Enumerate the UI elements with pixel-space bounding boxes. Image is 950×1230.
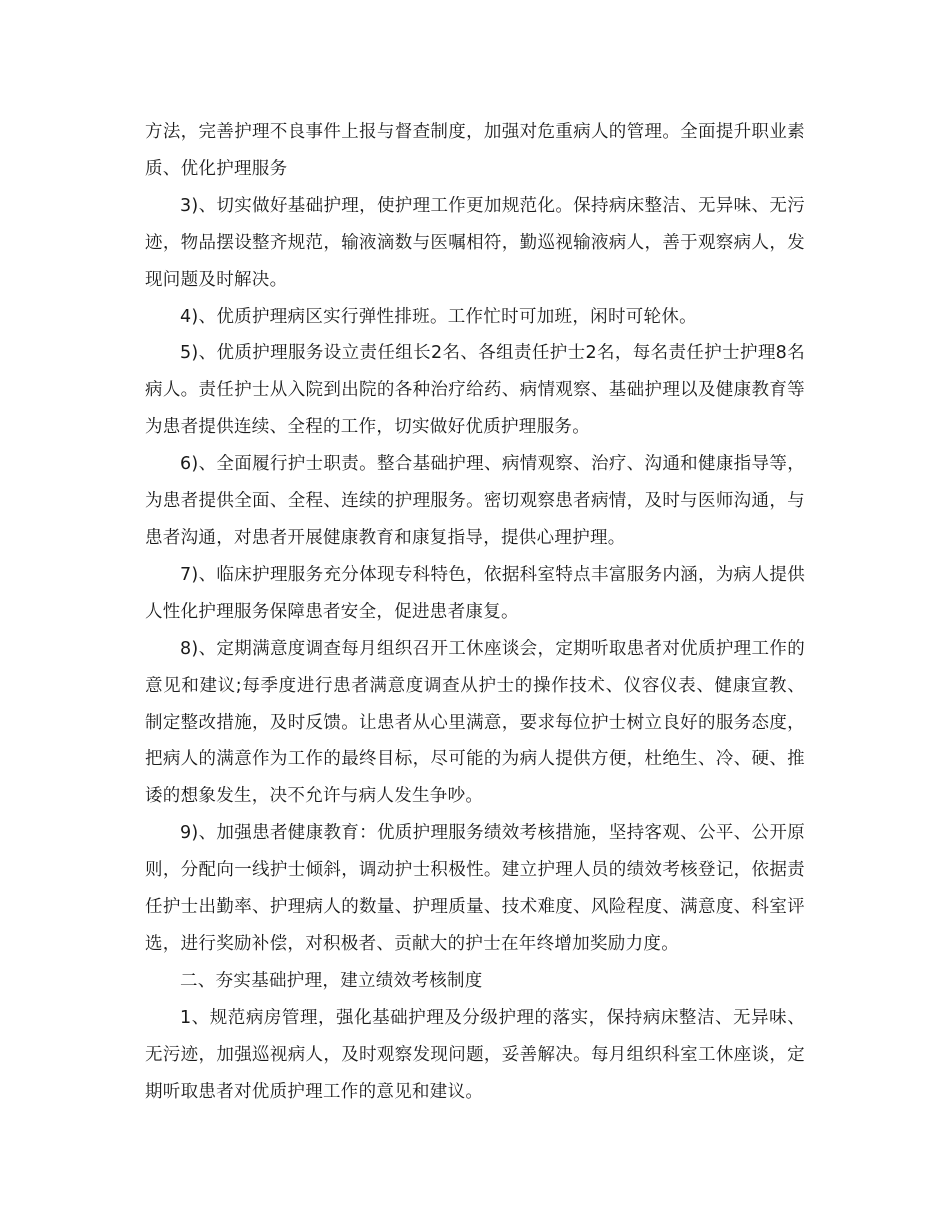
paragraph-item-6: 6)、全面履行护士职责。整合基础护理、病情观察、治疗、沟通和健康指导等，为患者提供全面、全程、连续的护理服务。密切观察患者病情，及时与医师沟通，与患者沟通，对患者开展健康教育和康复指导，提供心理护理。 bbox=[145, 454, 805, 548]
paragraph-item-8: 8)、定期满意度调查每月组织召开工休座谈会，定期听取患者对优质护理工作的意见和建议;每季度进行患者满意度调查从护士的操作技术、仪容仪表、健康宣教、制定整改措施，及时反馈。让患者从心里满意，要求每位护士树立良好的服务态度，把病人的满意作为工作的最终目标，尽可能的为病人提供方便，杜绝生、冷、硬、推诿的想象发生，决不允许与病人发生争吵。 bbox=[145, 638, 805, 807]
paragraph-section-item-1: 1、规范病房管理，强化基础护理及分级护理的落实，保持病床整洁、无异味、无污迹，加强巡视病人，及时观察发现问题，妥善解决。每月组织科室工休座谈，定期听取患者对优质护理工作的意见和建议。 bbox=[145, 1007, 805, 1102]
paragraph-continuation: 方法，完善护理不良事件上报与督查制度，加强对危重病人的管理。全面提升职业素质、优化护理服务 bbox=[145, 122, 805, 179]
paragraph-item-3: 3)、切实做好基础护理，使护理工作更加规范化。保持病床整洁、无异味、无污迹，物品摆设整齐规范，输液滴数与医嘱相符，勤巡视输液病人，善于观察病人，发现问题及时解决。 bbox=[145, 195, 805, 290]
paragraph-item-5: 5)、优质护理服务设立责任组长2名、各组责任护士2名，每名责任护士护理8名病人。责任护士从入院到出院的各种治疗给药、病情观察、基础护理以及健康教育等为患者提供连续、全程的工作，切实做好优质护理服务。 bbox=[145, 343, 805, 438]
paragraph-item-9: 9)、加强患者健康教育：优质护理服务绩效考核措施，坚持客观、公平、公开原则，分配向一线护士倾斜，调动护士积极性。建立护理人员的绩效考核登记，依据责任护士出勤率、护理病人的数量、护理质量、技术难度、风险程度、满意度、科室评选，进行奖励补偿，对积极者、贡献大的护士在年终增加奖励力度。 bbox=[145, 823, 805, 954]
paragraph-item-7: 7)、临床护理服务充分体现专科特色，依据科室特点丰富服务内涵，为病人提供人性化护理服务保障患者安全，促进患者康复。 bbox=[145, 564, 805, 622]
section-heading: 二、夯实基础护理，建立绩效考核制度 bbox=[180, 970, 483, 991]
document-body bbox=[145, 114, 805, 1110]
paragraph-item-4: 4)、优质护理病区实行弹性排班。工作忙时可加班，闲时可轮休。 bbox=[180, 306, 697, 327]
